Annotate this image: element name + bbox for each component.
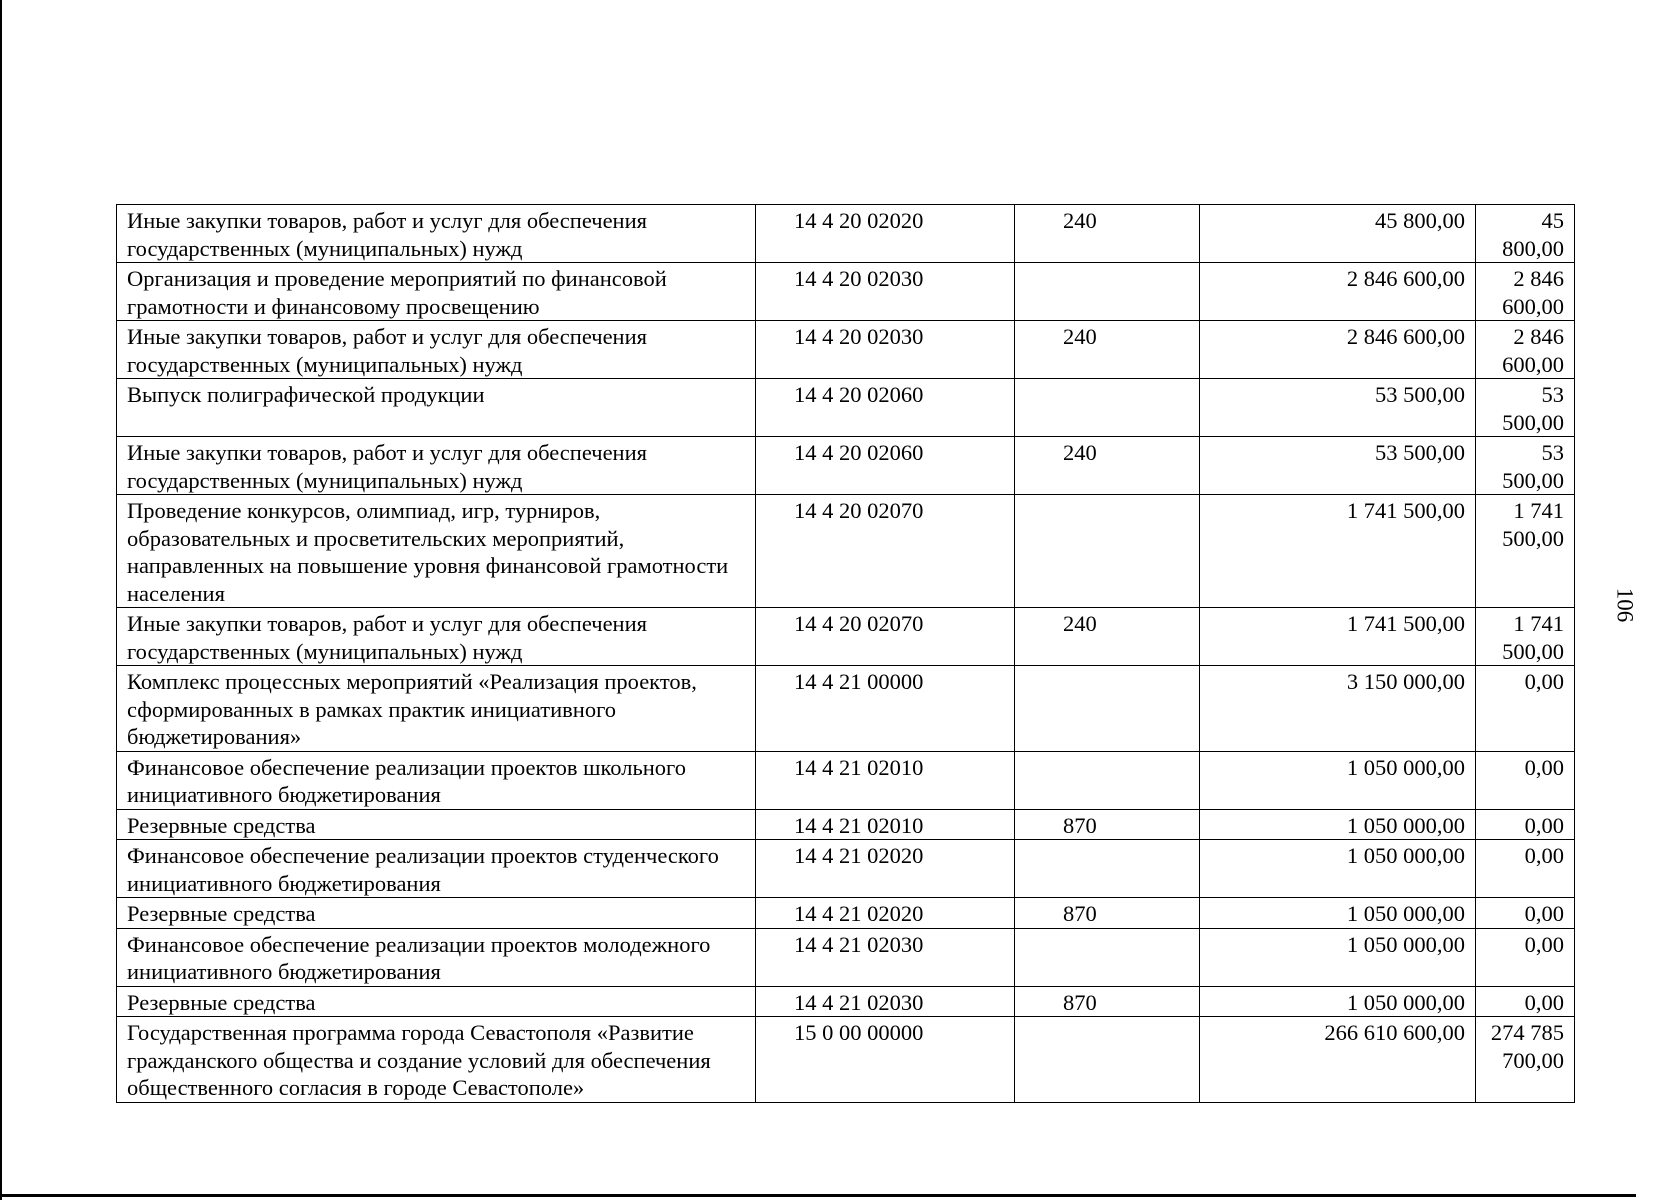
cell-sum-1: 2 846 600,00 xyxy=(1200,321,1476,379)
cell-name: Резервные средства xyxy=(117,898,756,929)
cell-sum-2: 53 500,00 xyxy=(1476,379,1575,437)
cell-expense-type xyxy=(1015,928,1200,986)
cell-name: Финансовое обеспечение реализации проектов молодежного инициативного бюджетирования xyxy=(117,928,756,986)
cell-code: 14 4 21 02030 xyxy=(756,986,1015,1017)
cell-sum-2: 274 785 700,00 xyxy=(1476,1017,1575,1103)
table-row xyxy=(117,809,1575,840)
table-row xyxy=(117,666,1575,752)
table-row xyxy=(117,1017,1575,1103)
cell-sum-2: 45 800,00 xyxy=(1476,205,1575,263)
cell-sum-1: 1 050 000,00 xyxy=(1200,751,1476,809)
cell-sum-2: 0,00 xyxy=(1476,809,1575,840)
cell-code: 15 0 00 00000 xyxy=(756,1017,1015,1103)
cell-code: 14 4 20 02060 xyxy=(756,379,1015,437)
cell-code: 14 4 21 02020 xyxy=(756,840,1015,898)
cell-name: Проведение конкурсов, олимпиад, игр, турниров, образовательных и просветительских мероприятий, направленных на повышение уровня финансовой грамотности населения xyxy=(117,495,756,608)
cell-sum-1: 1 050 000,00 xyxy=(1200,928,1476,986)
budget-table-body xyxy=(117,205,1575,1103)
table-row xyxy=(117,608,1575,666)
cell-expense-type xyxy=(1015,840,1200,898)
cell-expense-type: 870 xyxy=(1015,986,1200,1017)
cell-code: 14 4 20 02070 xyxy=(756,608,1015,666)
cell-code: 14 4 20 02060 xyxy=(756,437,1015,495)
budget-table xyxy=(116,204,1575,1103)
cell-name: Иные закупки товаров, работ и услуг для обеспечения государственных (муниципальных) нужд xyxy=(117,608,756,666)
cell-sum-2: 2 846 600,00 xyxy=(1476,263,1575,321)
cell-expense-type xyxy=(1015,751,1200,809)
table-row xyxy=(117,379,1575,437)
table-row xyxy=(117,751,1575,809)
cell-expense-type xyxy=(1015,1017,1200,1103)
cell-name: Выпуск полиграфической продукции xyxy=(117,379,756,437)
cell-code: 14 4 21 02020 xyxy=(756,898,1015,929)
page-bottom-rule xyxy=(0,1194,1636,1197)
cell-name: Финансовое обеспечение реализации проектов школьного инициативного бюджетирования xyxy=(117,751,756,809)
cell-sum-1: 3 150 000,00 xyxy=(1200,666,1476,752)
cell-sum-1: 53 500,00 xyxy=(1200,437,1476,495)
cell-sum-1: 2 846 600,00 xyxy=(1200,263,1476,321)
cell-expense-type: 240 xyxy=(1015,437,1200,495)
cell-expense-type: 240 xyxy=(1015,321,1200,379)
cell-name: Иные закупки товаров, работ и услуг для обеспечения государственных (муниципальных) нужд xyxy=(117,437,756,495)
cell-code: 14 4 20 02020 xyxy=(756,205,1015,263)
cell-sum-2: 2 846 600,00 xyxy=(1476,321,1575,379)
cell-sum-1: 1 050 000,00 xyxy=(1200,809,1476,840)
cell-sum-1: 266 610 600,00 xyxy=(1200,1017,1476,1103)
table-row xyxy=(117,437,1575,495)
cell-name: Иные закупки товаров, работ и услуг для обеспечения государственных (муниципальных) нужд xyxy=(117,321,756,379)
cell-sum-2: 0,00 xyxy=(1476,928,1575,986)
cell-code: 14 4 21 02030 xyxy=(756,928,1015,986)
cell-sum-1: 1 050 000,00 xyxy=(1200,898,1476,929)
cell-expense-type: 870 xyxy=(1015,809,1200,840)
cell-code: 14 4 21 00000 xyxy=(756,666,1015,752)
table-row xyxy=(117,898,1575,929)
cell-code: 14 4 21 02010 xyxy=(756,751,1015,809)
cell-code: 14 4 21 02010 xyxy=(756,809,1015,840)
cell-sum-2: 0,00 xyxy=(1476,898,1575,929)
cell-expense-type xyxy=(1015,379,1200,437)
cell-name: Иные закупки товаров, работ и услуг для обеспечения государственных (муниципальных) нужд xyxy=(117,205,756,263)
cell-sum-1: 45 800,00 xyxy=(1200,205,1476,263)
page-left-border xyxy=(0,0,2,1200)
table-row xyxy=(117,986,1575,1017)
cell-expense-type: 240 xyxy=(1015,608,1200,666)
cell-sum-2: 0,00 xyxy=(1476,986,1575,1017)
table-row xyxy=(117,205,1575,263)
page-number: 106 xyxy=(1612,587,1638,623)
cell-code: 14 4 20 02030 xyxy=(756,263,1015,321)
cell-sum-2: 1 741 500,00 xyxy=(1476,495,1575,608)
table-row xyxy=(117,321,1575,379)
table-row xyxy=(117,495,1575,608)
cell-name: Комплекс процессных мероприятий «Реализация проектов, сформированных в рамках практик инициативного бюджетирования» xyxy=(117,666,756,752)
cell-sum-1: 1 741 500,00 xyxy=(1200,495,1476,608)
cell-expense-type xyxy=(1015,495,1200,608)
cell-name: Организация и проведение мероприятий по финансовой грамотности и финансовому просвещению xyxy=(117,263,756,321)
cell-sum-2: 0,00 xyxy=(1476,840,1575,898)
cell-sum-1: 53 500,00 xyxy=(1200,379,1476,437)
cell-sum-1: 1 050 000,00 xyxy=(1200,840,1476,898)
cell-expense-type: 240 xyxy=(1015,205,1200,263)
cell-expense-type: 870 xyxy=(1015,898,1200,929)
cell-expense-type xyxy=(1015,666,1200,752)
cell-name: Резервные средства xyxy=(117,986,756,1017)
cell-name: Финансовое обеспечение реализации проектов студенческого инициативного бюджетирования xyxy=(117,840,756,898)
table-row xyxy=(117,840,1575,898)
cell-sum-2: 1 741 500,00 xyxy=(1476,608,1575,666)
cell-name: Резервные средства xyxy=(117,809,756,840)
cell-sum-2: 0,00 xyxy=(1476,751,1575,809)
cell-sum-2: 0,00 xyxy=(1476,666,1575,752)
cell-sum-1: 1 741 500,00 xyxy=(1200,608,1476,666)
cell-code: 14 4 20 02030 xyxy=(756,321,1015,379)
cell-sum-2: 53 500,00 xyxy=(1476,437,1575,495)
cell-code: 14 4 20 02070 xyxy=(756,495,1015,608)
cell-expense-type xyxy=(1015,263,1200,321)
table-row xyxy=(117,263,1575,321)
cell-sum-1: 1 050 000,00 xyxy=(1200,986,1476,1017)
cell-name: Государственная программа города Севастополя «Развитие гражданского общества и создание условий для обеспечения общественного согласия в городе Севастополе» xyxy=(117,1017,756,1103)
table-row xyxy=(117,928,1575,986)
